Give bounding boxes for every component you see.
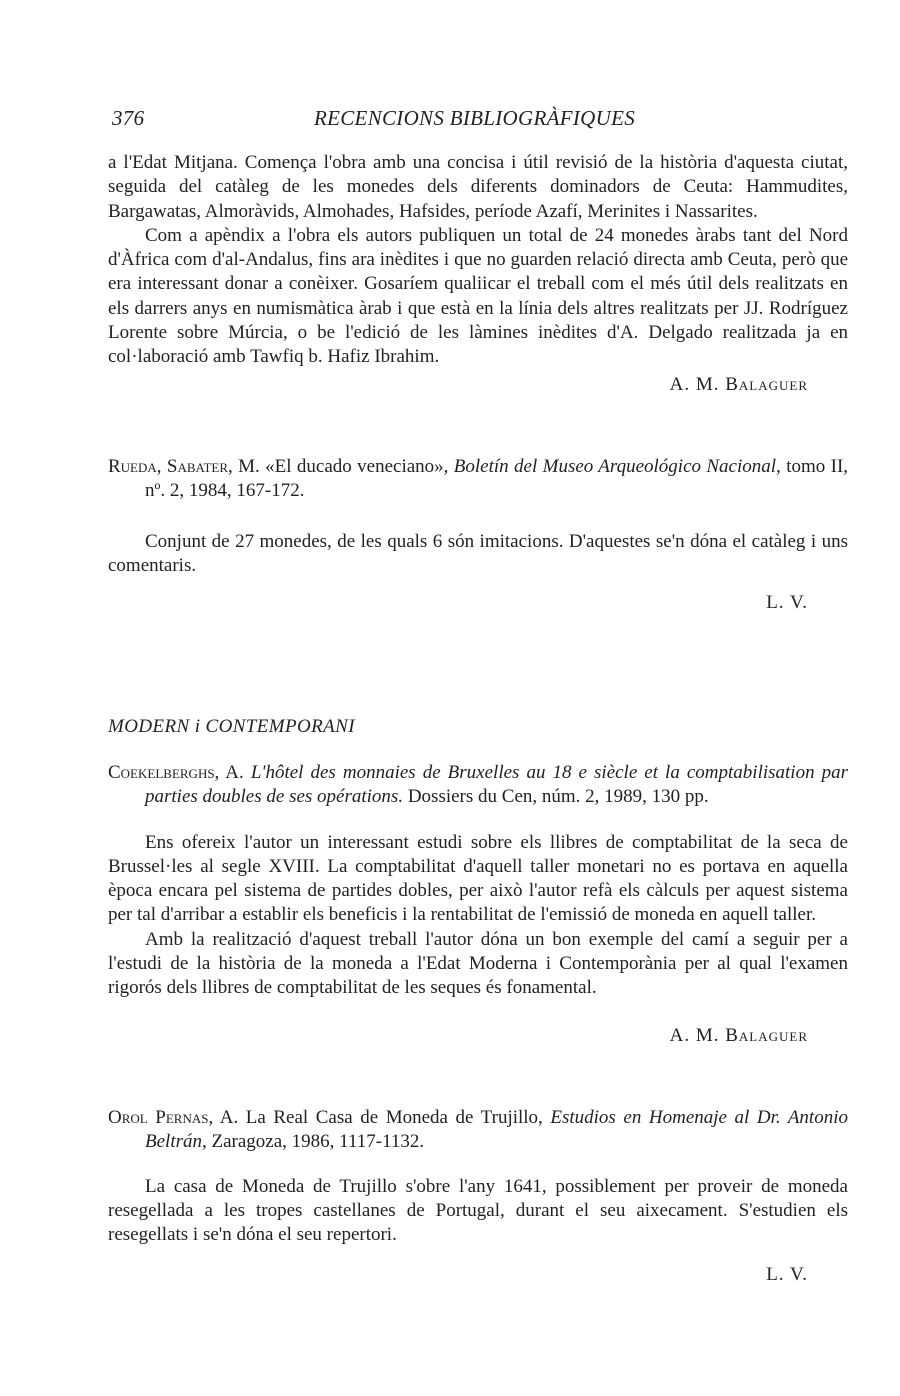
section-heading: MODERN i CONTEMPORANI	[108, 716, 355, 737]
review-2	[108, 455, 848, 578]
review-1-paragraph-1: a l'Edat Mitjana. Comença l'obra amb una concisa i útil revisió de la història d'aquesta ciutat, seguida del catàleg de les monedes dels diferents dominadors de Ceuta: Hammudites, Bargawatas, Almoràvids, Almohades, Hafsides, període Azafí, Merinites i Nassarites.	[108, 152, 848, 222]
review-4	[108, 1106, 848, 1247]
review-3-paragraph-1: Ens ofereix l'autor un interessant estudi sobre els llibres de comptabilitat de la seca de Brussel·les al segle XVIII. La comptabilitat d'aquell taller monetari no es portava en aquella època encara pel sistema de partides dobles, per això l'autor refà els càlculs per aquest sistema per tal d'arribar a establir els beneficis i la rentabilitat de l'emissió de moneda en aquell taller.	[108, 831, 848, 926]
page-number: 376	[112, 106, 145, 130]
review-1-signature: A. M. Balaguer	[669, 374, 808, 395]
review-1	[108, 151, 848, 370]
review-4-signature: L. V.	[766, 1264, 808, 1285]
running-title: RECENCIONS BIBLIOGRÀFIQUES	[314, 106, 636, 130]
review-2-signature: L. V.	[766, 592, 808, 613]
review-3-signature: A. M. Balaguer	[669, 1025, 808, 1046]
review-2-body: Conjunt de 27 monedes, de les quals 6 són imitacions. D'aquestes se'n dóna el catàleg i uns comentaris.	[108, 530, 848, 576]
review-2-citation: Rueda, Sabater, M. «El ducado veneciano», Boletín del Museo Arqueológico Nacional, tomo II, nº. 2, 1984, 167-172.	[108, 456, 849, 502]
review-4-body: La casa de Moneda de Trujillo s'obre l'any 1641, possiblement per proveir de moneda resegellada a les tropes castellanes de Portugal, durant el seu aixecament. S'estudien els resegellats i se'n dóna el seu repertori.	[108, 1175, 848, 1246]
review-1-paragraph-2: Com a apèndix a l'obra els autors publiquen un total de 24 monedes àrabs tant del Nord d'Àfrica com d'al-Andalus, fins ara inèdites i que no guarden relació directa amb Ceuta, però que era interessant donar a conèixer. Gosaríem qualiicar el treball com el més útil dels realitzats en els darrers anys en numismàtica àrab i que està en la línia dels altres realitzats per JJ. Rodríguez Lorente sobre Múrcia, o be l'edició de les làmines inèdites d'A. Delgado realitzada ja en col·laboració amb Tawfiq b. Hafiz Ibrahim.	[108, 224, 848, 368]
running-head	[108, 106, 848, 136]
review-3-paragraph-2: Amb la realització d'aquest treball l'autor dóna un bon exemple del camí a seguir per a l'estudi de la història de la moneda a l'Edat Moderna i Contemporània per al qual l'examen rigorós dels llibres de comptabilitat de les seques és fonamental.	[108, 928, 848, 999]
review-3-citation: Coekelberghs, A. L'hôtel des monnaies de Bruxelles au 18 e siècle et la comptabilisation par parties doubles de ses opérations. Dossiers du Cen, núm. 2, 1989, 130 pp.	[108, 762, 849, 808]
page	[108, 0, 848, 1396]
review-4-citation: Orol Pernas, A. La Real Casa de Moneda de Trujillo, Estudios en Homenaje al Dr. Antonio Beltrán, Zaragoza, 1986, 1117-1132.	[108, 1107, 848, 1153]
review-3	[108, 761, 848, 1001]
